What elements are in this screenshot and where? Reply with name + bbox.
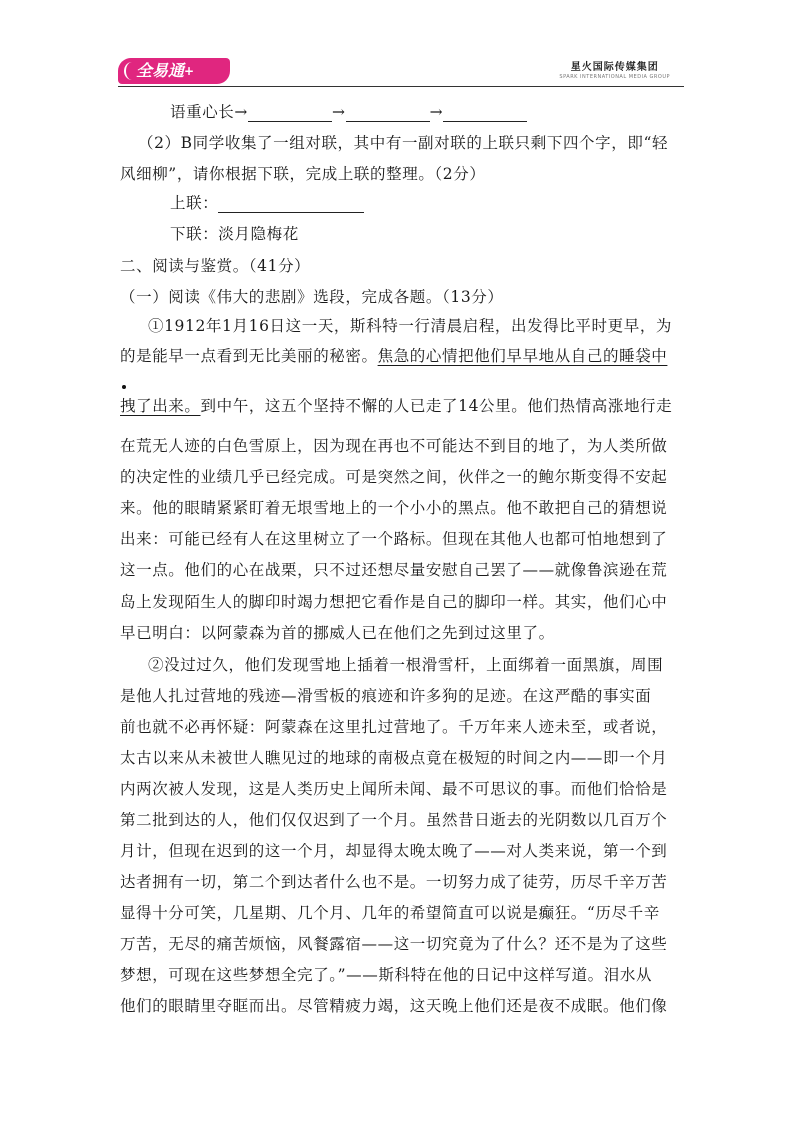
para-2-line-9: 显得十分可笑，几星期、几个月、几年的希望简直可以说是癫狂。“历尽千辛 xyxy=(120,904,660,922)
para-2-line-3: 前也就不必再怀疑：阿蒙森在这里扎过营地了。千万年来人迹未至，或者说， xyxy=(120,718,668,736)
answer-blank-2[interactable] xyxy=(346,106,430,122)
question-2-line-1: （2）B同学收集了一组对联，其中有一副对联的上联只剩下四个字，即“轻 xyxy=(138,134,669,152)
para-2-line-8: 达者拥有一切，第二个到达者什么也不是。一切努力成了徒劳，历尽千辛万苦 xyxy=(120,873,668,891)
couplet-upper-blank[interactable] xyxy=(218,197,364,213)
para-1-line-2a: 的是能早一点看到无比美丽的秘密。 xyxy=(120,347,378,365)
para-1-line-6: 来。他的眼睛紧紧盯着无垠雪地上的一个小小的黑点。他不敢把自己的猜想说 xyxy=(120,499,668,517)
para-1-line-2 xyxy=(120,344,667,366)
para-1-line-5: 的决定性的业绩几乎已经完成。可是突然之间，伙伴之一的鲍尔斯变得不安起 xyxy=(120,468,668,486)
publisher-brand xyxy=(559,58,670,80)
publisher-name: 星火国际传媒集团 xyxy=(570,62,659,73)
idiom-chain-line xyxy=(170,100,527,122)
para-1-line-1: ①1912年1月16日这一天，斯科特一行清晨启程，出发得比平时更早，为 xyxy=(148,317,673,335)
couplet-lower-line: 下联：淡月隐梅花 xyxy=(170,225,299,243)
para-1-line-9: 岛上发现陌生人的脚印时竭力想把它看作是自己的脚印一样。其实，他们心中 xyxy=(120,593,668,611)
answer-blank-1[interactable] xyxy=(248,106,332,122)
couplet-upper-label: 上联： xyxy=(170,194,219,212)
emphasis-dot xyxy=(122,385,126,389)
publisher-name-en: SPARK INTERNATIONAL MEDIA GROUP xyxy=(559,74,670,80)
logo-plus: + xyxy=(184,64,195,78)
para-2-line-7: 月计，但现在迟到的这一个月，却显得太晚太晚了——对人类来说，第一个到 xyxy=(120,842,668,860)
para-2-line-5: 内两次被人发现，这是人类历史上闻所未闻、最不可思议的事。而他们恰恰是 xyxy=(120,780,668,798)
reading-1-title: （一）阅读《伟大的悲剧》选段，完成各题。（13分） xyxy=(120,288,504,306)
couplet-upper-line xyxy=(170,191,364,213)
idiom-start: 语重心长 xyxy=(170,103,235,121)
page-header xyxy=(118,52,684,88)
question-2-line-2: 风细柳”，请你根据下联，完成上联的整理。（2分） xyxy=(120,165,486,183)
logo-text: 全易通 xyxy=(136,61,185,80)
underlined-sentence-part-2: 拽了出来。 xyxy=(120,397,201,415)
para-2-line-11: 梦想，可现在这些梦想全完了。”——斯科特在他的日记中这样写道。泪水从 xyxy=(120,966,653,984)
para-2-line-1: ②没过过久，他们发现雪地上插着一根滑雪杆，上面绑着一面黑旗，周围 xyxy=(148,656,664,674)
para-2-line-12: 他们的眼睛里夺眶而出。尽管精疲力竭，这天晚上他们还是夜不成眠。他们像 xyxy=(120,997,668,1015)
para-1-line-8: 这一点。他们的心在战栗，只不过还想尽量安慰自己罢了——就像鲁滨逊在荒 xyxy=(120,561,668,579)
arrow-3: → xyxy=(429,103,444,121)
logo-swoosh-icon xyxy=(124,62,140,80)
header-divider xyxy=(118,86,684,87)
section-2-title: 二、阅读与鉴赏。（41分） xyxy=(120,257,311,275)
para-1-line-3 xyxy=(120,394,672,416)
para-2-line-2: 是他人扎过营地的残迹—滑雪板的痕迹和许多狗的足迹。在这严酷的事实面 xyxy=(120,687,652,705)
para-1-line-3b: 到中午，这五个坚持不懈的人已走了14公里。他们热情高涨地行走 xyxy=(200,397,673,415)
arrow-2: → xyxy=(332,103,346,121)
brand-logo xyxy=(118,58,230,84)
para-1-line-4: 在荒无人迹的白色雪原上，因为现在再也不可能达不到目的地了，为人类所做 xyxy=(120,437,668,455)
arrow-1: → xyxy=(234,103,248,121)
para-2-line-6: 第二批到达的人，他们仅仅迟到了一个月。虽然昔日逝去的光阴数以几百万个 xyxy=(120,811,668,829)
answer-blank-3[interactable] xyxy=(443,106,527,122)
para-2-line-4: 太古以来从未被世人瞧见过的地球的南极点竟在极短的时间之内——即一个月 xyxy=(120,749,668,767)
para-2-line-10: 万苦，无尽的痛苦烦恼，风餐露宿——这一切究竟为了什么？还不是为了这些 xyxy=(120,935,668,953)
underlined-sentence-part-1: 焦急的心情把他们早早地从自己的睡袋中 xyxy=(377,347,668,365)
para-1-line-10: 早已明白：以阿蒙森为首的挪威人已在他们之先到过这里了。 xyxy=(120,624,555,642)
para-1-line-7: 出来：可能已经有人在这里树立了一个路标。但现在其他人也都可怕地想到了 xyxy=(120,530,668,548)
